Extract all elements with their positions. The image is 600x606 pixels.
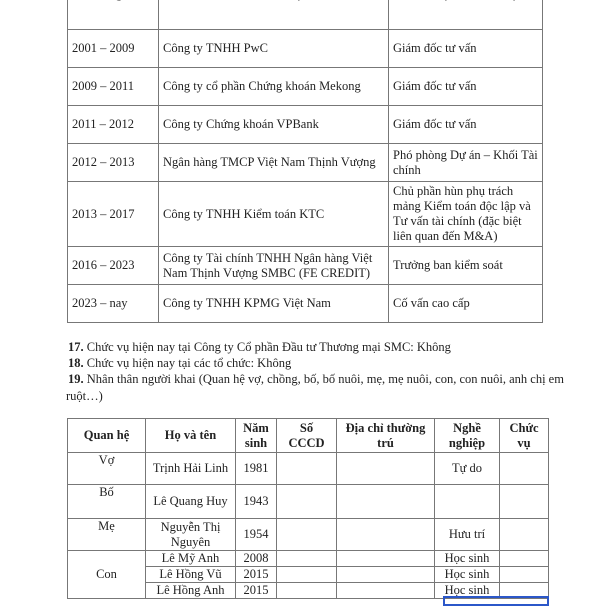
id-cell (277, 485, 337, 519)
table-row (68, 30, 543, 68)
period-cell: 2001 – 2009 (68, 30, 159, 68)
period-cell: 2009 – 2011 (68, 68, 159, 106)
position-cell: Giám đốc tư vấn (389, 68, 543, 106)
occupation-cell: Học sinh (435, 551, 500, 567)
period-cell: 2013 – 2017 (68, 182, 159, 247)
workplace-cell: Công ty cổ phần Chứng khoán Mekong (159, 68, 389, 106)
id-cell (277, 567, 337, 583)
year-cell: 1954 (236, 519, 277, 551)
table-row (68, 285, 543, 323)
name-cell: Lê Hồng Vũ (146, 567, 236, 583)
header-title: Chức vụ (500, 419, 549, 453)
table-header-row (68, 419, 549, 453)
occupation-cell: Hưu trí (435, 519, 500, 551)
header-name: Họ và tên (146, 419, 236, 453)
title-cell (500, 567, 549, 583)
year-cell: 1981 (236, 453, 277, 485)
header-address: Địa chỉ thường trú (337, 419, 435, 453)
table-row (68, 485, 549, 519)
address-cell (337, 567, 435, 583)
relation-cell: Vợ (68, 453, 146, 485)
position-cell: Trưởng ban kiểm soát (389, 247, 543, 285)
header-occupation: Nghề nghiệp (435, 419, 500, 453)
table-row (68, 247, 543, 285)
period-cell: 2011 – 2012 (68, 106, 159, 144)
name-cell: Lê Hồng Anh (146, 583, 236, 599)
cell-selection-box[interactable] (443, 596, 549, 606)
table-row (68, 106, 543, 144)
item-19-continuation: ruột…) (66, 389, 103, 403)
header-workplace (159, 0, 389, 30)
year-cell: 1943 (236, 485, 277, 519)
name-cell: Nguyễn Thị Nguyên (146, 519, 236, 551)
year-cell: 2015 (236, 583, 277, 599)
address-cell (337, 551, 435, 567)
name-cell: Lê Mỹ Anh (146, 551, 236, 567)
title-cell (500, 485, 549, 519)
name-cell: Trịnh Hải Linh (146, 453, 236, 485)
work-history-table (67, 0, 543, 323)
workplace-cell: Công ty TNHH PwC (159, 30, 389, 68)
occupation-cell (435, 485, 500, 519)
id-cell (277, 583, 337, 599)
item-text: Chức vụ hiện nay tại các tổ chức: Không (86, 356, 292, 370)
occupation-cell: Học sinh (435, 567, 500, 583)
year-cell: 2008 (236, 551, 277, 567)
item-18 (68, 356, 291, 371)
occupation-cell: Học sinh (435, 583, 500, 599)
period-cell: 2023 – nay (68, 285, 159, 323)
item-19 (68, 372, 564, 387)
address-cell (337, 453, 435, 485)
position-cell: Giám đốc tư vấn (389, 106, 543, 144)
workplace-cell: Công ty Tài chính TNHH Ngân hàng Việt Nam Thịnh Vượng SMBC (FE CREDIT) (159, 247, 389, 285)
id-cell (277, 519, 337, 551)
table-row (68, 68, 543, 106)
table-row (68, 551, 549, 567)
table-row (68, 453, 549, 485)
item-number: 19. (68, 372, 84, 386)
address-cell (337, 485, 435, 519)
item-17 (68, 340, 451, 355)
address-cell (337, 583, 435, 599)
header-id: Số CCCD (277, 419, 337, 453)
workplace-cell: Ngân hàng TMCP Việt Nam Thịnh Vượng (159, 144, 389, 182)
item-number: 17. (68, 340, 84, 354)
position-cell: Giám đốc tư vấn (389, 30, 543, 68)
item-text: Chức vụ hiện nay tại Công ty Cổ phần Đầu tư Thương mại SMC: Không (86, 340, 451, 354)
address-cell (337, 519, 435, 551)
position-cell: Cố vấn cao cấp (389, 285, 543, 323)
period-cell: 2016 – 2023 (68, 247, 159, 285)
title-cell (500, 551, 549, 567)
position-cell: Chủ phần hùn phụ trách mảng Kiểm toán độc lập và Tư vấn tài chính (đặc biệt liên quan đến M&A) (389, 182, 543, 247)
year-cell: 2015 (236, 567, 277, 583)
family-table (67, 418, 549, 599)
relation-cell: Con (68, 551, 146, 599)
header-period (68, 0, 159, 30)
workplace-cell: Công ty TNHH Kiểm toán KTC (159, 182, 389, 247)
title-cell (500, 519, 549, 551)
workplace-cell: Công ty Chứng khoán VPBank (159, 106, 389, 144)
table-row (68, 144, 543, 182)
occupation-cell: Tự do (435, 453, 500, 485)
header-year: Năm sinh (236, 419, 277, 453)
table-row (68, 182, 543, 247)
table-header-row (68, 0, 543, 30)
item-number: 18. (68, 356, 84, 370)
table-row (68, 519, 549, 551)
relation-cell: Bố (68, 485, 146, 519)
name-cell: Lê Quang Huy (146, 485, 236, 519)
period-cell: 2012 – 2013 (68, 144, 159, 182)
relation-cell: Mẹ (68, 519, 146, 551)
position-cell: Phó phòng Dự án – Khối Tài chính (389, 144, 543, 182)
title-cell (500, 453, 549, 485)
id-cell (277, 453, 337, 485)
header-position (389, 0, 543, 30)
item-text: Nhân thân người khai (Quan hệ vợ, chồng, bố, bố nuôi, mẹ, mẹ nuôi, con, con nuôi, anh chị em (86, 372, 564, 386)
id-cell (277, 551, 337, 567)
workplace-cell: Công ty TNHH KPMG Việt Nam (159, 285, 389, 323)
header-relation: Quan hệ (68, 419, 146, 453)
